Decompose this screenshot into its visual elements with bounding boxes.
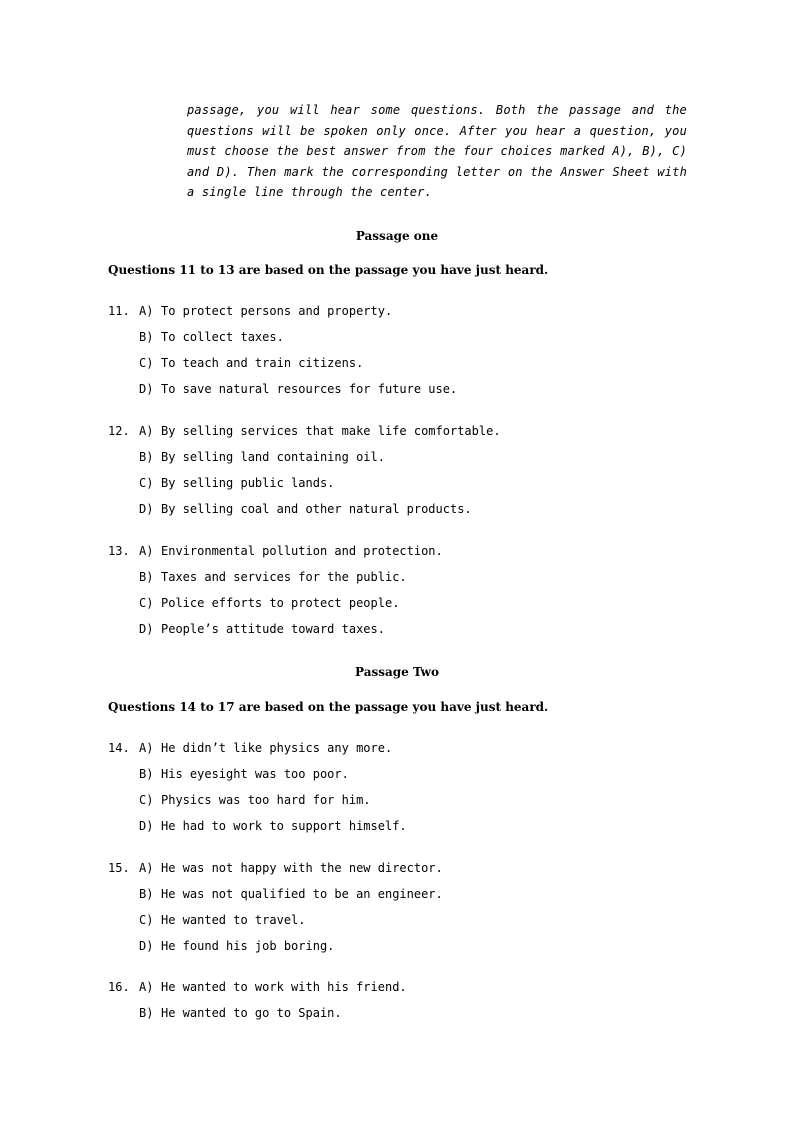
option-c — [108, 595, 708, 621]
option-text: He wanted to travel. — [161, 913, 306, 927]
option-label: D) — [139, 819, 154, 833]
option-text: Police efforts to protect people. — [161, 596, 400, 610]
option-b — [108, 1005, 708, 1031]
option-label: B) — [139, 887, 154, 901]
question-12 — [108, 423, 708, 527]
option-b — [108, 569, 708, 595]
option-text: To protect persons and property. — [161, 304, 393, 318]
option-c — [108, 475, 708, 501]
option-text: He had to work to support himself. — [161, 819, 407, 833]
question-number: 14. — [108, 741, 130, 755]
option-label: C) — [139, 793, 154, 807]
question-number: 16. — [108, 980, 130, 994]
option-label: C) — [139, 913, 154, 927]
passage-one-title: Passage one — [355, 229, 439, 243]
option-text: By selling land containing oil. — [161, 450, 385, 464]
option-c — [108, 355, 708, 381]
option-b — [108, 329, 708, 355]
option-label: A) — [139, 304, 154, 318]
option-d — [108, 818, 708, 844]
option-c — [108, 912, 708, 938]
option-text: Environmental pollution and protection. — [161, 544, 443, 558]
option-text: By selling public lands. — [161, 476, 335, 490]
option-text: People’s attitude toward taxes. — [161, 622, 385, 636]
question-16 — [108, 979, 708, 1031]
option-text: He was not happy with the new director. — [161, 861, 443, 875]
option-label: A) — [139, 424, 154, 438]
question-13 — [108, 543, 708, 647]
option-b — [108, 886, 708, 912]
option-label: B) — [139, 330, 154, 344]
option-a — [108, 303, 708, 329]
option-label: A) — [139, 544, 154, 558]
option-a — [108, 860, 708, 886]
option-a — [108, 423, 708, 449]
option-a — [108, 740, 708, 766]
option-text: To save natural resources for future use. — [161, 382, 458, 396]
question-number: 15. — [108, 861, 130, 875]
option-text: He didn’t like physics any more. — [161, 741, 393, 755]
option-text: By selling services that make life comfortable. — [161, 424, 501, 438]
option-label: D) — [139, 622, 154, 636]
option-label: A) — [139, 980, 154, 994]
option-label: A) — [139, 861, 154, 875]
option-a — [108, 543, 708, 569]
option-a — [108, 979, 708, 1005]
passage-two-title: Passage Two — [355, 665, 439, 679]
option-label: B) — [139, 1006, 154, 1020]
option-label: B) — [139, 450, 154, 464]
option-label: C) — [139, 356, 154, 370]
option-text: He wanted to work with his friend. — [161, 980, 407, 994]
option-label: B) — [139, 767, 154, 781]
option-d — [108, 938, 708, 964]
option-c — [108, 792, 708, 818]
option-label: D) — [139, 502, 154, 516]
questions-14-17-heading: Questions 14 to 17 are based on the passage you have just heard. — [108, 700, 549, 714]
question-15 — [108, 860, 708, 964]
questions-11-13-heading: Questions 11 to 13 are based on the passage you have just heard. — [108, 263, 549, 277]
question-number: 13. — [108, 544, 130, 558]
option-text: He found his job boring. — [161, 939, 335, 953]
option-d — [108, 621, 708, 647]
option-text: To teach and train citizens. — [161, 356, 364, 370]
question-number: 11. — [108, 304, 130, 318]
option-label: D) — [139, 939, 154, 953]
option-text: By selling coal and other natural products. — [161, 502, 472, 516]
option-text: Physics was too hard for him. — [161, 793, 371, 807]
option-text: He was not qualified to be an engineer. — [161, 887, 443, 901]
option-label: D) — [139, 382, 154, 396]
option-text: He wanted to go to Spain. — [161, 1006, 342, 1020]
option-b — [108, 766, 708, 792]
option-b — [108, 449, 708, 475]
question-number: 12. — [108, 424, 130, 438]
option-text: Taxes and services for the public. — [161, 570, 407, 584]
option-label: C) — [139, 596, 154, 610]
question-14 — [108, 740, 708, 844]
option-label: C) — [139, 476, 154, 490]
question-11 — [108, 303, 708, 407]
directions-text: passage, you will hear some questions. Both the passage and the questions will be spoken only once. After you hear a question, you must choose the best answer from the four choices marked A), B), C) and D). Then mark the corresponding letter on the Answer Sheet with a single line through the center. — [187, 103, 687, 200]
option-d — [108, 381, 708, 407]
option-d — [108, 501, 708, 527]
option-label: A) — [139, 741, 154, 755]
option-text: His eyesight was too poor. — [161, 767, 349, 781]
option-label: B) — [139, 570, 154, 584]
option-text: To collect taxes. — [161, 330, 284, 344]
